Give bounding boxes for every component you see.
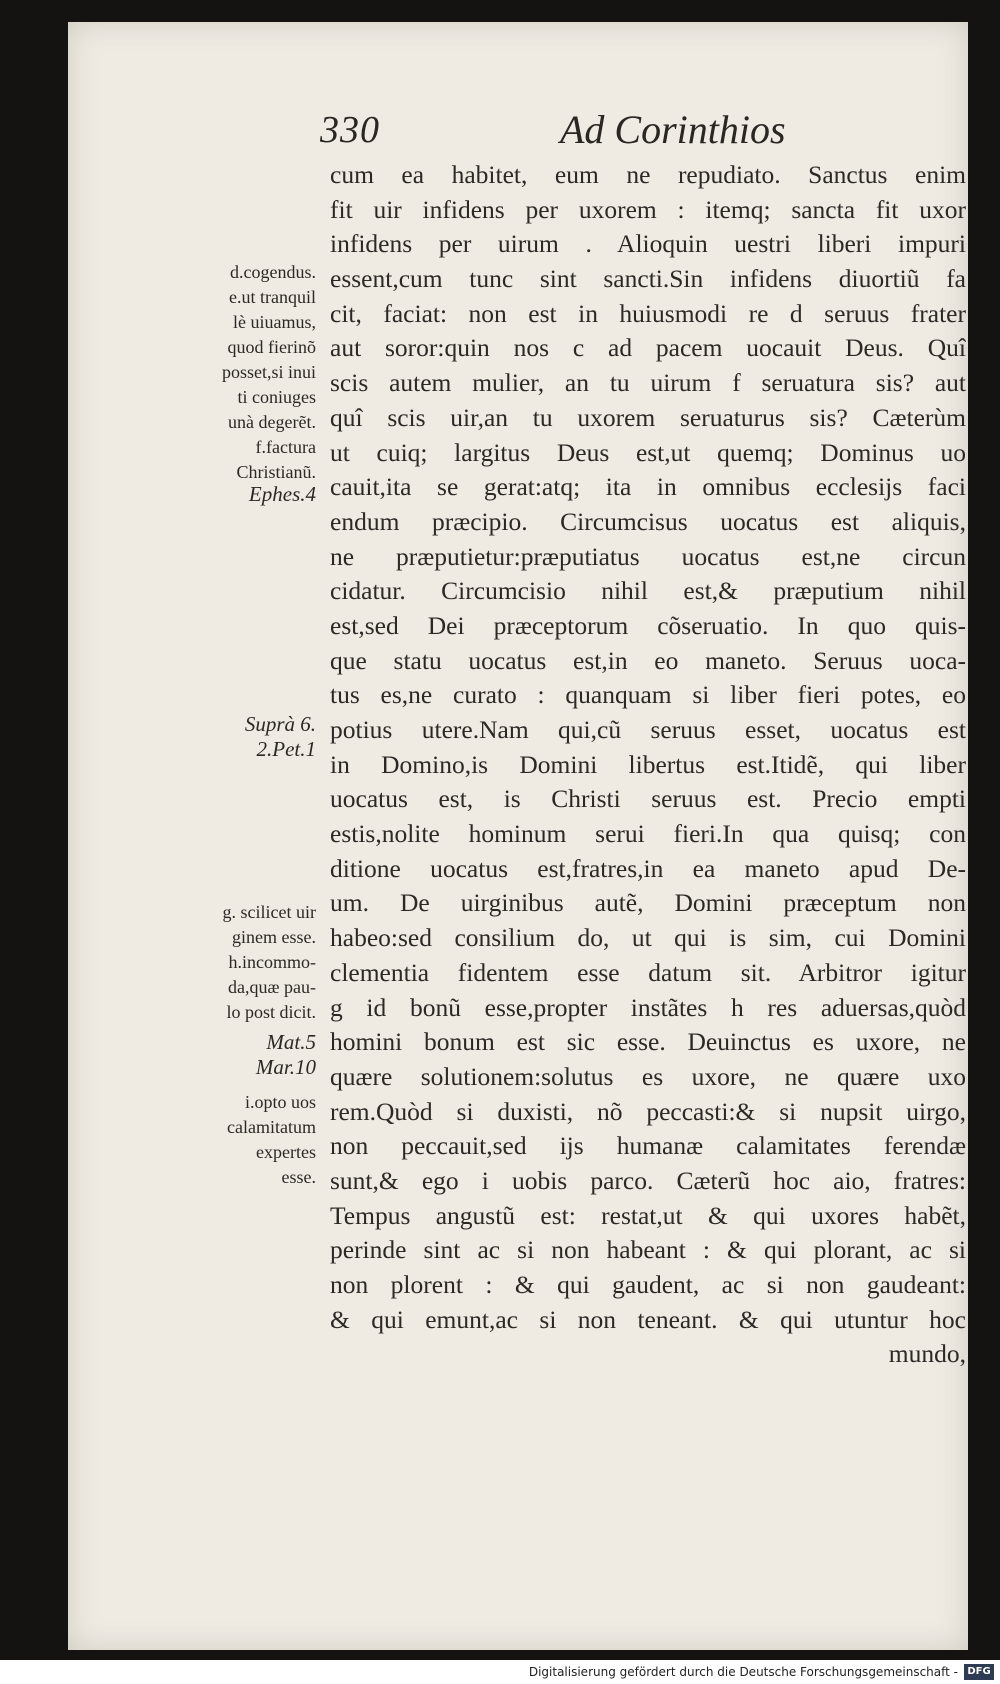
margin-note-i: i.opto uos calamitatum expertes esse. xyxy=(227,1092,316,1187)
text-line: quære solutionem:solutus es uxore, ne quære uxo xyxy=(330,1061,966,1091)
text-line: clementia fidentem esse datum sit. Arbitror igitur xyxy=(330,957,966,987)
text-line: aut soror:quin nos c ad pacem uocauit Deus. Quî xyxy=(330,333,966,363)
margin-note-d-f: d.cogendus. e.ut tranquil lè uiuamus, quod fierinõ posset,si inui ti coniuges unà degerẽt. f.factura Christianũ. xyxy=(221,262,316,482)
text-line: & qui emunt,ac si non teneant. & qui utuntur hoc xyxy=(330,1304,966,1334)
text-line: non plorent : & qui gaudent, ac si non gaudeant: xyxy=(330,1270,966,1299)
text-line: cauit,ita se gerat:atq; ita in omnibus ecclesijs faci xyxy=(330,472,966,502)
margin-ref-mat-mar: Mat.5 Mar.10 xyxy=(255,1030,316,1079)
page-number: 330 xyxy=(320,109,380,151)
dfg-logo: DFG xyxy=(964,1664,994,1680)
text-line: sunt,& ego i uobis parco. Cæterũ hoc aio, fratres: xyxy=(330,1165,966,1195)
margin-ref-supra: Suprà 6. 2.Pet.1 xyxy=(244,712,316,761)
text-line: um. De uirginibus autẽ, Domini præceptum non xyxy=(330,888,966,918)
text-line: perinde sint ac si non habeant : & qui plorant, ac si xyxy=(330,1235,966,1265)
text-line: cit, faciat: non est in huiusmodi re d seruus frater xyxy=(330,298,966,328)
text-line: estis,nolite hominum serui fieri.In qua quisq; con xyxy=(330,819,966,849)
text-line: essent,cum tunc sint sancti.Sin infidens diuortiũ fa xyxy=(330,264,966,294)
funding-notice: Digitalisierung gefördert durch die Deutsche Forschungsgemeinschaft - xyxy=(528,1665,958,1679)
text-line: in Domino,is Domini libertus est.Itidẽ, qui liber xyxy=(330,749,966,779)
text-line: que statu uocatus est,in eo maneto. Seruus uoca- xyxy=(330,645,966,675)
margin-note-g-h: g. scilicet uir ginem esse. h.incommo- da,quæ pau- lo post dicit. xyxy=(222,902,316,1022)
text-line: habeo:sed consilium do, ut qui is sim, cui Domini xyxy=(330,923,966,953)
text-line: mundo, xyxy=(888,1339,966,1369)
text-line: fit uir infidens per uxorem : itemq; sancta fit uxor xyxy=(330,194,966,224)
text-line: cidatur. Circumcisio nihil est,& præputium nihil xyxy=(330,576,966,606)
text-line: rem.Quòd si duxisti, nõ peccasti:& si nupsit uirgo, xyxy=(330,1096,966,1126)
footer-bar xyxy=(0,1660,1000,1684)
text-line: tus es,ne curato : quanquam si liber fieri potes, eo xyxy=(330,680,966,710)
text-line: ne præputietur:præputiatus uocatus est,ne circun xyxy=(330,541,966,571)
page-header xyxy=(320,108,820,158)
text-line: cum ea habitet, eum ne repudiato. Sanctus enim xyxy=(330,160,966,189)
text-line: ditione uocatus est,fratres,in ea maneto apud De- xyxy=(330,853,966,883)
text-line: scis autem mulier, an tu uirum f seruatura sis? aut xyxy=(330,368,966,398)
text-line: non peccauit,sed ijs humanæ calamitates ferendæ xyxy=(330,1131,966,1161)
text-line: endum præcipio. Circumcisus uocatus est aliquis, xyxy=(330,506,966,536)
text-line: uocatus est, is Christi seruus est. Precio empti xyxy=(330,784,966,814)
text-line: potius utere.Nam qui,cũ seruus esset, uocatus est xyxy=(330,715,966,744)
margin-ref-ephes: Ephes.4 xyxy=(248,482,316,506)
text-line: ut cuiq; largitus Deus est,ut quemq; Dominus uo xyxy=(330,437,966,467)
text-line: infidens per uirum . Alioquin uestri liberi impuri xyxy=(330,229,966,259)
text-line: est,sed Dei præceptorum cõseruatio. In quo quis- xyxy=(330,610,966,640)
text-line: Tempus angustũ est: restat,ut & qui uxores habẽt, xyxy=(330,1200,966,1230)
text-line: homini bonum est sic esse. Deuinctus es uxore, ne xyxy=(330,1027,966,1057)
running-title: Ad Corinthios xyxy=(560,107,786,152)
main-text-block xyxy=(330,158,966,1372)
text-line: quî scis uir,an tu uxorem seruaturus sis? Cæterùm xyxy=(330,402,966,432)
text-line: g id bonũ esse,propter instãtes h res aduersas,quòd xyxy=(330,992,966,1022)
